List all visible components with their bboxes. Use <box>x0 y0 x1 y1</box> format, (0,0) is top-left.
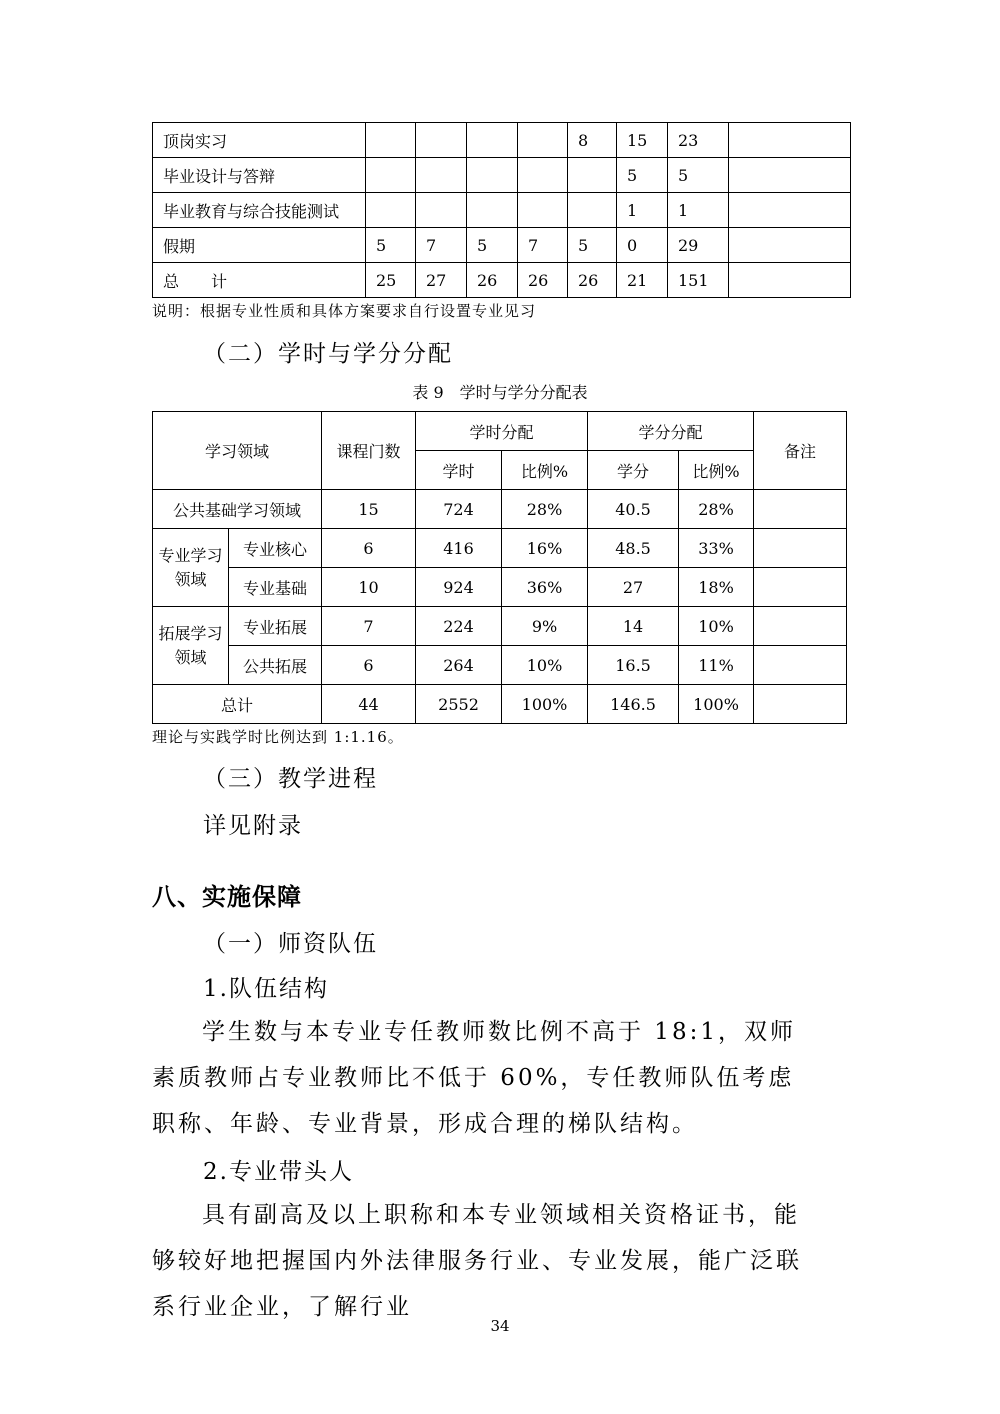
table-cell <box>416 123 467 158</box>
cell-hours: 224 <box>416 607 502 646</box>
table-cell <box>568 193 617 228</box>
cell-courses: 7 <box>322 607 416 646</box>
section-3-heading: （三）教学进程 <box>203 766 378 792</box>
table-cell <box>366 193 416 228</box>
cell-hours-ratio: 16% <box>502 529 588 568</box>
section-2-heading: （二）学时与学分分配 <box>203 341 453 367</box>
table-cell <box>467 193 518 228</box>
table-cell: 26 <box>518 263 568 298</box>
cell-credits: 48.5 <box>588 529 679 568</box>
table-row <box>153 193 851 228</box>
schedule-table <box>152 122 851 298</box>
table-cell <box>467 123 518 158</box>
cell-credits-ratio: 18% <box>679 568 754 607</box>
cell-hours-ratio: 28% <box>502 490 588 529</box>
ratio-note: 理论与实践学时比例达到 1:1.16。 <box>152 728 404 746</box>
schedule-note: 说明：根据专业性质和具体方案要求自行设置专业见习 <box>152 302 537 320</box>
cell-hours: 416 <box>416 529 502 568</box>
table-cell <box>568 158 617 193</box>
header-credits-ratio: 比例% <box>679 451 754 490</box>
cell-courses: 15 <box>322 490 416 529</box>
table-cell <box>518 123 568 158</box>
row-label: 假期 <box>153 228 366 263</box>
table-row <box>153 158 851 193</box>
table-cell <box>729 158 851 193</box>
table-cell: 151 <box>668 263 729 298</box>
table-cell: 26 <box>467 263 518 298</box>
cell-hours-ratio: 9% <box>502 607 588 646</box>
table9-caption: 表 9 学时与学分分配表 <box>412 383 588 402</box>
cell-hours-ratio: 10% <box>502 646 588 685</box>
group-label-ext: 拓展学习领域 <box>153 607 229 685</box>
header-credits-group: 学分分配 <box>588 412 754 451</box>
cell-remark <box>754 685 847 724</box>
header-courses: 课程门数 <box>322 412 416 490</box>
table-row <box>153 263 851 298</box>
table-cell: 26 <box>568 263 617 298</box>
table-cell: 5 <box>366 228 416 263</box>
table-cell: 7 <box>416 228 467 263</box>
sub-1-heading: （一）师资队伍 <box>203 931 378 957</box>
cell-courses: 6 <box>322 529 416 568</box>
table-cell: 15 <box>617 123 668 158</box>
cell-courses: 10 <box>322 568 416 607</box>
group-label-major: 专业学习领域 <box>153 529 229 607</box>
table-row-total <box>153 685 847 724</box>
credit-table <box>152 411 847 724</box>
cell-credits-ratio: 100% <box>679 685 754 724</box>
cell-hours: 264 <box>416 646 502 685</box>
table-cell <box>416 193 467 228</box>
cell-credits: 16.5 <box>588 646 679 685</box>
row-label: 公共基础学习领域 <box>153 490 322 529</box>
table-cell: 1 <box>668 193 729 228</box>
table-cell <box>366 123 416 158</box>
table-cell: 23 <box>668 123 729 158</box>
cell-remark <box>754 568 847 607</box>
table-cell <box>518 193 568 228</box>
cell-hours: 924 <box>416 568 502 607</box>
table-cell <box>366 158 416 193</box>
cell-credits-ratio: 28% <box>679 490 754 529</box>
table-row <box>153 490 847 529</box>
header-credits: 学分 <box>588 451 679 490</box>
row-sublabel: 专业基础 <box>229 568 322 607</box>
table-cell: 0 <box>617 228 668 263</box>
row-label: 总 计 <box>153 263 366 298</box>
item-2-heading: 2.专业带头人 <box>203 1159 354 1185</box>
cell-courses: 44 <box>322 685 416 724</box>
header-hours-group: 学时分配 <box>416 412 588 451</box>
section-3-body: 详见附录 <box>203 813 303 839</box>
row-label: 顶岗实习 <box>153 123 366 158</box>
table-row <box>153 568 847 607</box>
table-cell <box>729 193 851 228</box>
cell-credits: 40.5 <box>588 490 679 529</box>
cell-credits-ratio: 11% <box>679 646 754 685</box>
cell-hours: 2552 <box>416 685 502 724</box>
cell-credits: 146.5 <box>588 685 679 724</box>
row-sublabel: 公共拓展 <box>229 646 322 685</box>
table-row <box>153 123 851 158</box>
table-cell <box>467 158 518 193</box>
cell-hours: 724 <box>416 490 502 529</box>
table-row <box>153 529 847 568</box>
table-cell <box>729 123 851 158</box>
cell-remark <box>754 490 847 529</box>
table-cell: 1 <box>617 193 668 228</box>
table-cell: 5 <box>467 228 518 263</box>
header-hours: 学时 <box>416 451 502 490</box>
table-cell: 5 <box>617 158 668 193</box>
table-cell: 25 <box>366 263 416 298</box>
page-number: 34 <box>490 1317 510 1335</box>
table-cell <box>416 158 467 193</box>
item-1-paragraph: 学生数与本专业专任教师数比例不高于 18:1，双师素质教师占专业教师比不低于 60%，专任教师队伍考虑职称、年龄、专业背景，形成合理的梯队结构。 <box>152 1019 796 1137</box>
table-cell <box>729 228 851 263</box>
cell-hours-ratio: 36% <box>502 568 588 607</box>
table-cell <box>518 158 568 193</box>
row-label: 毕业教育与综合技能测试 <box>153 193 366 228</box>
cell-credits: 27 <box>588 568 679 607</box>
table-cell <box>729 263 851 298</box>
table-cell: 5 <box>568 228 617 263</box>
cell-credits: 14 <box>588 607 679 646</box>
row-sublabel: 专业核心 <box>229 529 322 568</box>
cell-remark <box>754 646 847 685</box>
table-cell: 27 <box>416 263 467 298</box>
cell-credits-ratio: 33% <box>679 529 754 568</box>
cell-courses: 6 <box>322 646 416 685</box>
table-cell: 8 <box>568 123 617 158</box>
cell-hours-ratio: 100% <box>502 685 588 724</box>
cell-credits-ratio: 10% <box>679 607 754 646</box>
table-row <box>153 607 847 646</box>
item-1-heading: 1.队伍结构 <box>203 976 329 1002</box>
cell-remark <box>754 529 847 568</box>
table-cell: 7 <box>518 228 568 263</box>
cell-remark <box>754 607 847 646</box>
total-label: 总计 <box>153 685 322 724</box>
chapter-8-heading: 八、实施保障 <box>152 883 302 911</box>
item-2-paragraph: 具有副高及以上职称和本专业领域相关资格证书，能够较好地把握国内外法律服务行业、专业发展，能广泛联系行业企业，了解行业 <box>152 1202 802 1320</box>
table-cell: 29 <box>668 228 729 263</box>
header-domain: 学习领域 <box>153 412 322 490</box>
header-remark: 备注 <box>754 412 847 490</box>
row-label: 毕业设计与答辩 <box>153 158 366 193</box>
table-cell: 21 <box>617 263 668 298</box>
table-cell: 5 <box>668 158 729 193</box>
header-hours-ratio: 比例% <box>502 451 588 490</box>
table-row <box>153 646 847 685</box>
row-sublabel: 专业拓展 <box>229 607 322 646</box>
table-row <box>153 228 851 263</box>
